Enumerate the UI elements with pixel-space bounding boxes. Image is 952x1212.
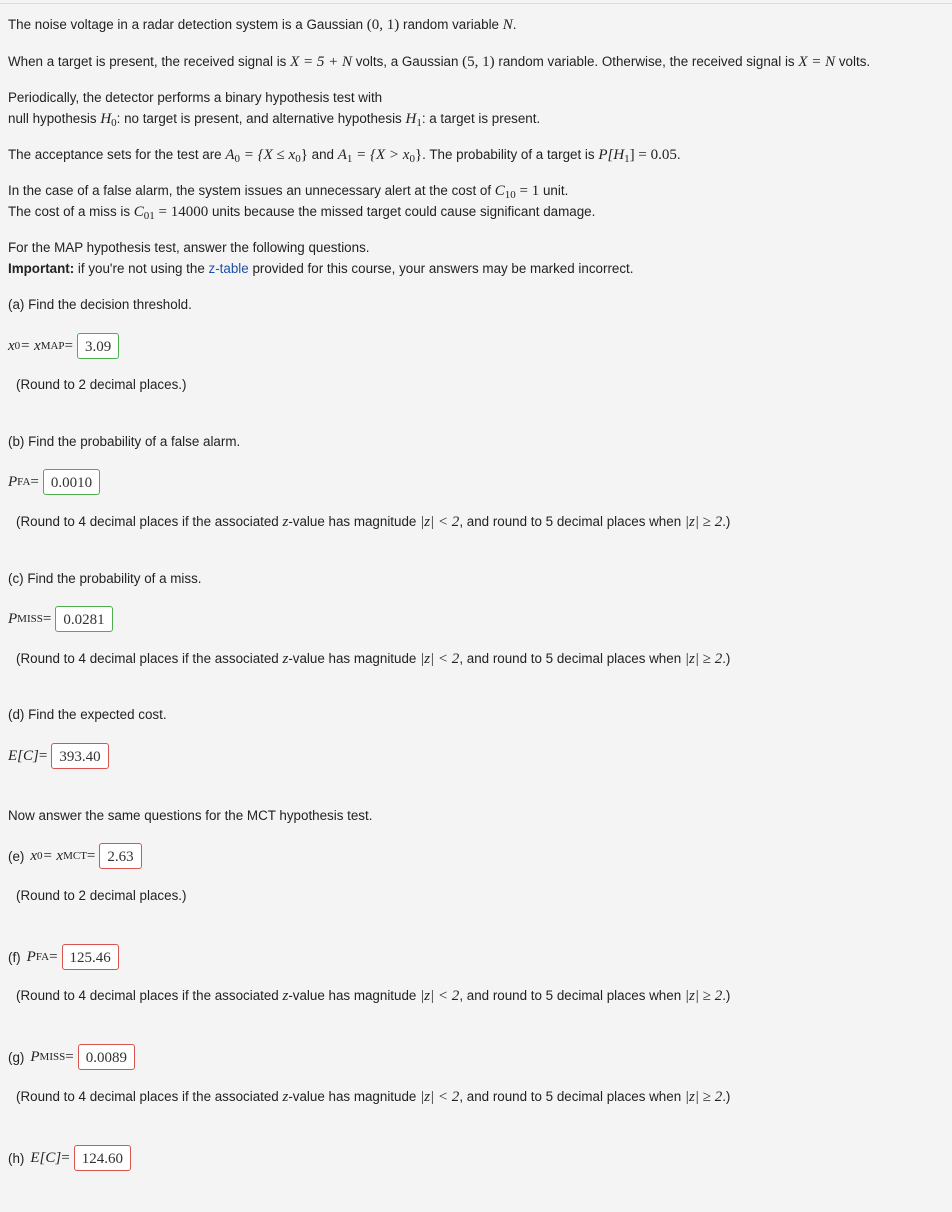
math: H	[405, 111, 417, 127]
text: , and round to 5 decimal places when	[459, 651, 685, 666]
text: unit.	[539, 183, 569, 198]
question-h-label: (h)	[8, 1150, 25, 1166]
text: -value has magnitude	[288, 1089, 421, 1104]
text: volts, a Gaussian	[352, 54, 463, 69]
answer-c-input[interactable]: 0.0281	[55, 606, 112, 632]
math-sub: 0	[295, 153, 301, 165]
math-sub: MAP	[40, 340, 65, 352]
text: .)	[722, 1089, 731, 1104]
math-sub: 0	[14, 340, 21, 352]
math: H	[100, 111, 112, 127]
math: C	[494, 183, 505, 199]
math: P	[26, 948, 36, 965]
intro-signal	[8, 53, 870, 71]
math: =	[42, 610, 52, 627]
math-sub: 1	[416, 117, 422, 129]
math-sub: MCT	[63, 850, 87, 862]
text: (Round to 4 decimal places if the associated	[16, 1089, 283, 1104]
math: P[H	[598, 147, 625, 163]
intro-miss-cost	[8, 203, 595, 225]
text: The acceptance sets for the test are	[8, 147, 226, 162]
important-label: Important:	[8, 261, 75, 276]
text: : a target is present.	[421, 111, 541, 126]
round-note-b	[16, 513, 730, 531]
math: =	[49, 948, 58, 965]
math-sub: MISS	[39, 1051, 66, 1063]
math: =	[30, 473, 39, 490]
question-b-equation	[8, 468, 100, 496]
text: The noise voltage in a radar detection system is a Gaussian	[8, 17, 367, 32]
text: .	[512, 17, 517, 32]
question-d-prompt: (d) Find the expected cost.	[8, 707, 167, 722]
math: = x	[42, 847, 64, 864]
question-d-equation	[8, 742, 109, 770]
question-h-equation	[8, 1144, 131, 1172]
round-note-f	[16, 987, 730, 1005]
math: (5, 1)	[462, 54, 495, 70]
text: units because the missed target could cause significant damage.	[208, 204, 596, 219]
intro-hypothesis-line2	[8, 110, 540, 132]
text: -value has magnitude	[288, 651, 421, 666]
answer-e-input[interactable]: 2.63	[99, 843, 141, 869]
text: The cost of a miss is	[8, 204, 134, 219]
math: z	[282, 1089, 289, 1105]
math: |z| < 2	[420, 988, 460, 1004]
text: : no target is present, and alternative hypothesis	[116, 111, 406, 126]
math-sub: 0	[409, 153, 415, 165]
math: |z| ≥ 2	[684, 988, 723, 1004]
math: P	[30, 1048, 40, 1065]
round-note-e: (Round to 2 decimal places.)	[16, 888, 187, 903]
intro-noise	[8, 16, 516, 34]
top-divider	[0, 3, 952, 4]
math-sub: 10	[504, 189, 516, 201]
math-sub: 1	[624, 153, 630, 165]
question-a-equation	[8, 332, 119, 360]
question-a-prompt: (a) Find the decision threshold.	[8, 297, 192, 312]
map-intro: For the MAP hypothesis test, answer the following questions.	[8, 240, 370, 255]
answer-g-input[interactable]: 0.0089	[78, 1044, 135, 1070]
math: x	[30, 847, 38, 864]
math: (0, 1)	[366, 17, 400, 33]
text: random variable	[399, 17, 503, 32]
text: random variable. Otherwise, the received signal is	[494, 54, 799, 69]
text: In the case of a false alarm, the system issues an unnecessary alert at the cost of	[8, 183, 495, 198]
round-note-g	[16, 1088, 730, 1106]
text: volts.	[835, 54, 871, 69]
question-g-label: (g)	[8, 1049, 25, 1065]
intro-acceptance-sets	[8, 146, 681, 168]
math-sub: FA	[17, 476, 31, 488]
math: }	[300, 147, 308, 163]
math: =	[64, 337, 74, 354]
answer-f-input[interactable]: 125.46	[62, 944, 119, 970]
text: , and round to 5 decimal places when	[459, 1089, 685, 1104]
math-sub: MISS	[17, 613, 43, 625]
round-note-a: (Round to 2 decimal places.)	[16, 377, 187, 392]
math-sub: FA	[35, 951, 50, 963]
math: = 1	[515, 183, 540, 199]
math: X = 5 + N	[290, 54, 353, 70]
intro-false-alarm-cost	[8, 182, 568, 204]
math: }	[414, 147, 423, 163]
mct-intro: Now answer the same questions for the MCT hypothesis test.	[8, 808, 373, 823]
math: ] = 0.05	[629, 147, 677, 163]
text: , and round to 5 decimal places when	[459, 988, 685, 1003]
question-f-equation	[8, 943, 119, 971]
math: E[C]	[30, 1149, 62, 1166]
math-sub: 0	[111, 117, 117, 129]
text: if you're not using the	[74, 261, 209, 276]
math: |z| < 2	[420, 1089, 460, 1105]
math-sub: 1	[346, 153, 353, 165]
text: When a target is present, the received signal is	[8, 54, 291, 69]
math: X = N	[798, 54, 836, 70]
math: |z| < 2	[420, 651, 460, 667]
math: =	[61, 1149, 70, 1166]
math: N	[502, 17, 513, 33]
math: z	[282, 988, 289, 1004]
text: .)	[722, 988, 731, 1003]
text: -value has magnitude	[288, 514, 421, 529]
math: = 14000	[154, 204, 209, 220]
math: =	[86, 847, 96, 864]
math: = {X > x	[352, 147, 410, 163]
math: |z| ≥ 2	[684, 1089, 723, 1105]
answer-h-input[interactable]: 124.60	[74, 1145, 131, 1171]
answer-d-input[interactable]: 393.40	[51, 743, 108, 769]
question-c-prompt: (c) Find the probability of a miss.	[8, 571, 202, 586]
question-c-equation	[8, 605, 113, 633]
math-sub: 0	[37, 850, 43, 862]
question-f-label: (f)	[8, 949, 21, 965]
math: A	[225, 147, 235, 163]
math: |z| < 2	[420, 514, 460, 530]
math: P	[8, 610, 18, 627]
text: provided for this course, your answers may be marked incorrect.	[248, 261, 634, 276]
text: -value has magnitude	[288, 988, 421, 1003]
math-sub: 01	[143, 210, 155, 222]
intro-hypothesis-line1: Periodically, the detector performs a binary hypothesis test with	[8, 90, 383, 105]
math: = x	[20, 337, 41, 354]
math: z	[282, 651, 289, 667]
answer-b-input[interactable]: 0.0010	[43, 469, 100, 495]
text: and	[307, 147, 338, 162]
text: null hypothesis	[8, 111, 101, 126]
text: (Round to 4 decimal places if the associated	[16, 514, 283, 529]
text: (Round to 4 decimal places if the associated	[16, 988, 283, 1003]
important-note	[8, 260, 633, 278]
math: C	[133, 204, 144, 220]
text: . The probability of a target is	[422, 147, 599, 162]
math: |z| ≥ 2	[684, 514, 723, 530]
math: z	[282, 514, 289, 530]
math: A	[337, 147, 347, 163]
question-e-equation	[8, 842, 142, 870]
text: .)	[722, 514, 731, 529]
text: (Round to 4 decimal places if the associated	[16, 651, 283, 666]
math: =	[38, 747, 48, 764]
math: = {X ≤ x	[240, 147, 296, 163]
round-note-c	[16, 650, 730, 668]
text: .)	[722, 651, 731, 666]
question-e-label: (e)	[8, 848, 25, 864]
math: =	[65, 1048, 74, 1065]
math: E[C]	[8, 747, 39, 764]
z-table-link[interactable]: z-table	[208, 261, 249, 276]
text: , and round to 5 decimal places when	[459, 514, 685, 529]
text: .	[676, 147, 681, 162]
question-g-equation	[8, 1043, 135, 1071]
math: P	[8, 473, 18, 490]
math: |z| ≥ 2	[684, 651, 723, 667]
math: x	[8, 337, 15, 354]
question-b-prompt: (b) Find the probability of a false alarm.	[8, 434, 241, 449]
answer-a-input[interactable]: 3.09	[77, 333, 119, 359]
math-sub: 0	[234, 153, 241, 165]
